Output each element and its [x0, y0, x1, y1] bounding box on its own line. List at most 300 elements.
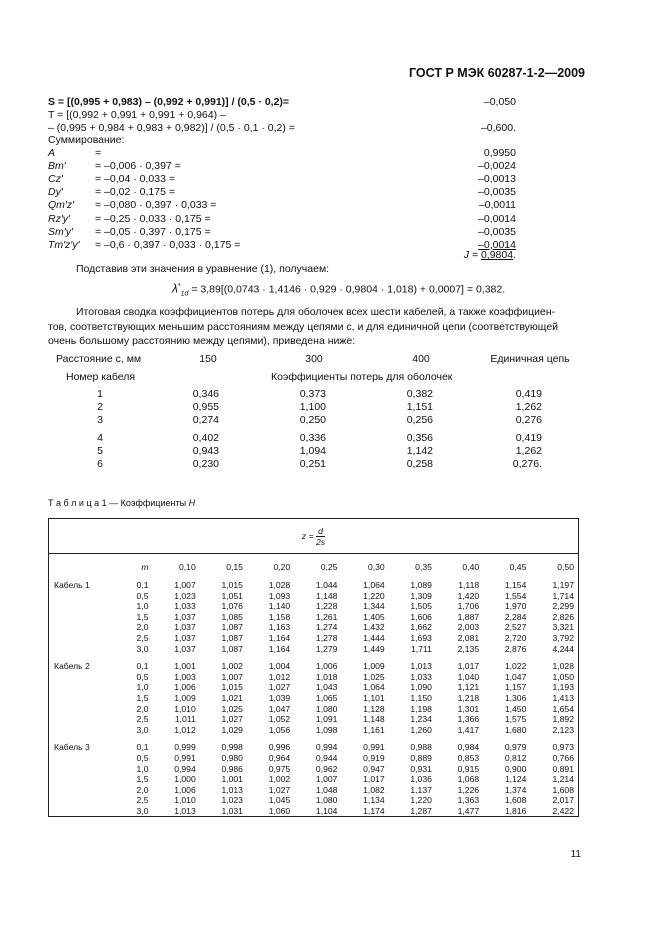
h-coefficient: 1,047 — [268, 703, 291, 714]
h-coefficient: 1,007 — [174, 580, 196, 590]
h-coefficient: 0,991 — [174, 752, 196, 763]
h-coefficient: 1,025 — [363, 671, 385, 682]
h-coefficient: 1,193 — [552, 682, 574, 693]
h-coefficient: 1,711 — [411, 643, 432, 654]
z-value-header: 0,25 — [320, 561, 338, 572]
h-coefficient: 1,693 — [410, 632, 432, 643]
h-coefficient: 2,003 — [457, 622, 480, 633]
table-row — [49, 622, 579, 633]
j-suffix: . — [513, 249, 516, 261]
summary-cable-number: 2 — [97, 401, 103, 413]
h-coefficient: 0,766 — [552, 752, 574, 763]
z-value-header: 0,15 — [226, 561, 243, 572]
h-coefficient: 1,680 — [504, 724, 527, 735]
h-coefficient: 1,158 — [268, 611, 291, 622]
h-coefficient: 1,363 — [457, 795, 480, 806]
summary-coefficient: 0,955 — [192, 401, 219, 413]
term-symbol: Sm′y′ — [48, 225, 73, 238]
h-coefficient: 1,606 — [410, 611, 432, 622]
table1-m-header-row — [49, 554, 579, 581]
summary-coefficient: 1,142 — [406, 445, 433, 457]
summary-coefficient: 0,276. — [512, 458, 542, 470]
t-value: –0,600. — [480, 122, 516, 134]
h-coefficient: 0,947 — [363, 763, 385, 774]
h-coefficient: 1,344 — [363, 601, 385, 612]
substitution-text: Подставив эти значения в уравнение (1), получаем: — [76, 263, 330, 275]
h-coefficient: 1,037 — [174, 632, 196, 643]
h-coefficient: 1,012 — [174, 724, 196, 735]
distance-single: Единичная цепь — [490, 353, 570, 365]
h-coefficient: 0,964 — [268, 752, 291, 763]
cable-label — [49, 622, 101, 633]
h-coefficient: 1,044 — [315, 580, 338, 590]
h-coefficient: 0,889 — [410, 752, 432, 763]
h-coefficient: 1,064 — [363, 682, 385, 693]
h-coefficient: 0,994 — [174, 763, 196, 774]
m-value: 2,0 — [136, 784, 149, 795]
table-row — [49, 742, 579, 753]
h-coefficient: 1,013 — [174, 805, 196, 816]
term-expression: = –0,02 · 0,175 = — [95, 186, 175, 199]
h-coefficient: 1,163 — [268, 622, 291, 633]
summary-coefficient: 0,346 — [192, 388, 219, 400]
table-row — [49, 580, 579, 591]
term-value: –0,0035 — [478, 186, 516, 199]
z-formula-cell — [49, 519, 579, 554]
summary-coefficient: 0,258 — [406, 458, 433, 470]
table-row — [49, 785, 579, 796]
t-formula-line1: T = [(0,992 + 0,991 + 0,991 + 0,964) – — [48, 109, 226, 121]
h-coefficient: 1,033 — [410, 671, 432, 682]
table-row — [49, 591, 579, 602]
h-coefficient: 1,306 — [504, 692, 527, 703]
h-coefficient: 1,706 — [457, 601, 480, 612]
h-coefficient: 1,218 — [457, 692, 480, 703]
m-value: 0,1 — [136, 661, 149, 672]
h-coefficient: 1,003 — [174, 671, 196, 682]
h-coefficient: 0,919 — [363, 752, 385, 763]
h-coefficient: 1,001 — [174, 661, 196, 672]
z-value-header: 0,30 — [367, 561, 385, 572]
h-coefficient: 1,010 — [174, 795, 196, 806]
m-value: 3,0 — [136, 724, 149, 735]
h-coefficient: 1,150 — [410, 692, 432, 703]
z-value-header: 0,20 — [273, 561, 291, 572]
h-coefficient: 1,164 — [268, 643, 291, 654]
table-row — [49, 601, 579, 612]
h-coefficient: 1,091 — [315, 714, 338, 725]
summary-coefficient: 0,382 — [406, 388, 433, 400]
h-coefficient: 1,007 — [221, 671, 243, 682]
h-coefficient: 0,900 — [504, 763, 527, 774]
h-coefficient: 1,226 — [457, 784, 480, 795]
table-row — [49, 704, 579, 715]
h-coefficient: 1,080 — [315, 795, 338, 806]
summary-coefficient: 0,336 — [299, 432, 326, 444]
h-coefficient: 0,962 — [315, 763, 338, 774]
m-value: 1,5 — [136, 692, 149, 703]
h-coefficient: 1,260 — [410, 724, 432, 735]
h-coefficient: 1,417 — [457, 724, 480, 735]
cable-label — [49, 672, 101, 683]
coefficients-label: Коэффициенты потерь для оболочек — [271, 371, 453, 383]
h-coefficient: 1,080 — [315, 703, 338, 714]
h-coefficient: 1,198 — [410, 703, 432, 714]
h-coefficient: 1,093 — [268, 590, 291, 601]
term-symbol: Qm′z′ — [48, 199, 75, 212]
m-value: 1,0 — [136, 763, 149, 774]
h-coefficient: 1,028 — [552, 661, 574, 672]
h-coefficient: 1,124 — [504, 774, 527, 785]
term-symbol: Rz′y′ — [48, 212, 71, 225]
h-coefficient: 1,892 — [552, 714, 574, 725]
h-coefficient: 1,065 — [315, 692, 338, 703]
lambda-formula — [172, 280, 505, 301]
cable-label: Кабель 2 — [54, 661, 90, 672]
summary-cable-number: 1 — [97, 388, 103, 400]
table-row — [49, 644, 579, 655]
h-coefficient: 1,121 — [457, 682, 480, 693]
term-symbol: A — [48, 147, 56, 159]
m-value: 1,0 — [136, 601, 149, 612]
h-coefficient: 1,027 — [221, 714, 243, 725]
table1-group-gap — [49, 654, 579, 661]
h-coefficient: 1,101 — [363, 692, 385, 703]
h-coefficient: 1,128 — [363, 703, 385, 714]
summary-coefficient: 1,100 — [299, 401, 326, 413]
z-value-header: 0,10 — [179, 561, 196, 572]
standard-header: ГОСТ Р МЭК 60287-1-2—2009 — [409, 66, 585, 80]
term-value: –0,0011 — [478, 199, 516, 212]
h-coefficient: 0,853 — [457, 752, 480, 763]
h-coefficient: 1,405 — [363, 611, 385, 622]
s-value: –0,050 — [483, 96, 516, 108]
h-coefficient: 1,013 — [410, 661, 432, 672]
term-symbol: Bm′ — [48, 160, 66, 173]
h-coefficient: 1,076 — [221, 601, 243, 612]
h-coefficient: 1,654 — [552, 703, 574, 714]
table1-empty-cell — [49, 554, 101, 581]
table-row — [49, 764, 579, 775]
m-value: 1,5 — [136, 774, 149, 785]
table1-gap-cell — [49, 735, 579, 742]
z-value-header: 0,45 — [509, 561, 527, 572]
h-coefficient: 0,991 — [363, 742, 385, 753]
h-coefficient: 1,234 — [410, 714, 432, 725]
lambda-sup: * — [177, 283, 181, 290]
table1-z-header-row — [49, 519, 579, 554]
table-row — [49, 714, 579, 725]
h-coefficient: 0,979 — [504, 742, 527, 753]
h-coefficient: 1,027 — [268, 682, 291, 693]
cable-number-label: Номер кабеля — [66, 371, 136, 383]
cable-label — [49, 704, 101, 715]
m-label: m — [141, 561, 149, 572]
distance-300: 300 — [305, 353, 323, 365]
h-coefficient: 1,085 — [221, 611, 243, 622]
m-value: 0,5 — [136, 590, 149, 601]
h-coefficient: 1,197 — [552, 580, 574, 590]
h-coefficient: 1,118 — [458, 580, 480, 590]
h-coefficient: 0,980 — [221, 752, 243, 763]
m-value: 2,0 — [136, 622, 149, 633]
h-coefficient: 1,157 — [504, 682, 527, 693]
term-expression: = –0,6 · 0,397 · 0,033 · 0,175 = — [95, 238, 241, 251]
table-row — [49, 672, 579, 683]
cable-label — [49, 591, 101, 602]
z-value-header: 0,35 — [415, 561, 432, 572]
cable-label — [49, 785, 101, 796]
summary-coefficient: 0,943 — [192, 445, 219, 457]
m-value: 3,0 — [136, 805, 149, 816]
h-coefficient: 0,891 — [552, 763, 574, 774]
h-coefficient: 1,018 — [315, 671, 338, 682]
h-coefficient: 1,012 — [268, 671, 291, 682]
h-coefficient: 0,944 — [315, 752, 338, 763]
m-value: 2,5 — [136, 632, 149, 643]
h-coefficient: 1,089 — [410, 580, 432, 590]
h-coefficient: 1,970 — [504, 601, 527, 612]
h-coefficient: 1,444 — [363, 632, 385, 643]
h-coefficient: 1,017 — [457, 661, 480, 672]
h-coefficient: 0,931 — [410, 763, 432, 774]
t-formula-line2: – (0,995 + 0,984 + 0,983 + 0,982)] / (0,5 · 0,1 · 0,2) = — [48, 122, 295, 134]
j-value: 0,9804 — [480, 249, 514, 261]
h-coefficient: 1,017 — [363, 774, 385, 785]
j-line — [464, 249, 516, 262]
summary-coefficient: 0,256 — [406, 414, 433, 426]
paragraph-line1: Итоговая сводка коэффициентов потерь для оболочек всех шести кабелей, а также коэффициен- — [76, 306, 556, 318]
summary-cable-number: 5 — [97, 445, 103, 457]
cable-label — [49, 693, 101, 704]
h-coefficient: 1,449 — [363, 643, 385, 654]
distance-400: 400 — [412, 353, 430, 365]
sum-label: Суммирование: — [48, 134, 125, 146]
h-coefficient: 1,274 — [315, 622, 338, 633]
summary-coefficient: 0,274 — [192, 414, 219, 426]
h-coefficient: 1,887 — [457, 611, 480, 622]
h-coefficient: 1,009 — [174, 692, 196, 703]
h-coefficient: 1,279 — [315, 643, 338, 654]
cable-label — [49, 612, 101, 623]
z-numerator: d — [316, 526, 325, 537]
h-coefficient: 1,301 — [457, 703, 480, 714]
cable-label — [49, 753, 101, 764]
h-coefficient: 0,998 — [221, 742, 243, 753]
table-row — [49, 774, 579, 785]
h-coefficient: 1,021 — [221, 692, 243, 703]
summary-coefficient: 0,276 — [515, 414, 542, 426]
table-row — [49, 661, 579, 672]
summary-coefficient: 0,230 — [192, 458, 219, 470]
m-value: 2,0 — [136, 703, 149, 714]
h-coefficient: 1,051 — [221, 590, 243, 601]
h-coefficient: 4,244 — [552, 643, 574, 654]
m-value: 0,1 — [136, 580, 149, 590]
term-symbol: Tm′z′y′ — [48, 238, 80, 251]
h-coefficient: 1,022 — [504, 661, 527, 672]
table-row — [49, 612, 579, 623]
m-value: 0,5 — [136, 671, 149, 682]
table1-group-gap — [49, 735, 579, 742]
z-fraction — [316, 526, 325, 547]
summary-coefficient: 0,251 — [299, 458, 326, 470]
h-coefficient: 1,050 — [552, 671, 574, 682]
m-value: 2,5 — [136, 795, 149, 806]
term-expression: = –0,080 · 0,397 · 0,033 = — [95, 199, 217, 212]
h-coefficient: 2,123 — [552, 724, 574, 735]
h-coefficient: 0,984 — [457, 742, 480, 753]
summary-coefficient: 0,402 — [192, 432, 219, 444]
h-coefficient: 2,017 — [552, 795, 574, 806]
h-coefficient: 3,792 — [552, 632, 574, 643]
m-value: 3,0 — [136, 643, 149, 654]
h-coefficient: 1,374 — [504, 784, 527, 795]
h-coefficient: 1,087 — [221, 643, 243, 654]
h-coefficient: 1,287 — [410, 805, 432, 816]
h-coefficient: 0,988 — [410, 742, 432, 753]
distance-150: 150 — [199, 353, 217, 365]
h-coefficient: 1,714 — [552, 590, 574, 601]
z-value-header: 0,50 — [557, 561, 574, 572]
h-coefficient: 1,043 — [315, 682, 338, 693]
h-coefficient: 1,025 — [221, 703, 243, 714]
h-coefficient: 1,064 — [363, 580, 385, 590]
h-coefficient: 1,001 — [221, 774, 243, 785]
h-coefficient: 1,037 — [174, 643, 196, 654]
page-number: 11 — [570, 849, 581, 860]
h-coefficient: 2,527 — [504, 622, 527, 633]
h-coefficient: 1,004 — [268, 661, 291, 672]
h-coefficient: 2,422 — [552, 805, 574, 816]
h-coefficient: 2,081 — [457, 632, 480, 643]
h-coefficient: 0,994 — [315, 742, 338, 753]
summary-coefficient: 0,373 — [299, 388, 326, 400]
term-expression: = — [95, 147, 102, 159]
h-coefficient: 1,505 — [410, 601, 432, 612]
h-coefficient: 1,220 — [410, 795, 432, 806]
m-value: 2,5 — [136, 714, 149, 725]
h-coefficient: 1,477 — [457, 805, 480, 816]
h-coefficient: 1,027 — [268, 784, 291, 795]
h-coefficient: 2,299 — [552, 601, 574, 612]
cable-label — [49, 725, 101, 736]
h-coefficient: 1,154 — [504, 580, 527, 590]
h-coefficient: 1,010 — [174, 703, 196, 714]
h-coefficient: 0,986 — [221, 763, 243, 774]
h-coefficient: 1,366 — [457, 714, 480, 725]
cable-label — [49, 764, 101, 775]
h-coefficient: 0,996 — [268, 742, 291, 753]
h-coefficient: 1,148 — [315, 590, 338, 601]
h-coefficient: 1,082 — [363, 784, 385, 795]
h-coefficient: 1,068 — [457, 774, 480, 785]
table-row — [49, 633, 579, 644]
cable-label — [49, 601, 101, 612]
term-expression: = –0,006 · 0,397 = — [95, 160, 181, 173]
h-coefficient: 1,220 — [363, 590, 385, 601]
summary-coefficient: 1,094 — [299, 445, 326, 457]
h-coefficient: 1,023 — [221, 795, 243, 806]
h-coefficient: 1,036 — [410, 774, 432, 785]
h-coefficient: 1,015 — [221, 682, 243, 693]
h-coefficient: 1,413 — [552, 692, 574, 703]
h-coefficient: 2,135 — [457, 643, 480, 654]
h-coefficient: 1,228 — [315, 601, 338, 612]
coefficients-h-table — [48, 518, 579, 817]
cable-label — [49, 806, 101, 817]
h-coefficient: 1,309 — [410, 590, 432, 601]
h-coefficient: 1,039 — [268, 692, 291, 703]
h-coefficient: 1,006 — [174, 682, 196, 693]
h-coefficient: 1,023 — [174, 590, 196, 601]
h-coefficient: 1,164 — [268, 632, 291, 643]
h-coefficient: 0,975 — [268, 763, 291, 774]
m-value: 0,5 — [136, 752, 149, 763]
h-coefficient: 1,087 — [221, 622, 243, 633]
z-value-header: 0,40 — [462, 561, 480, 572]
summary-coefficient: 0,419 — [515, 432, 542, 444]
h-coefficient: 1,261 — [315, 611, 338, 622]
h-coefficient: 1,140 — [268, 601, 291, 612]
summary-coefficient: 1,262 — [515, 445, 542, 457]
cable-label — [49, 644, 101, 655]
h-coefficient: 1,013 — [221, 784, 243, 795]
summary-coefficient: 0,419 — [515, 388, 542, 400]
h-coefficient: 0,915 — [457, 763, 480, 774]
cable-label: Кабель 3 — [54, 742, 90, 753]
term-value: –0,0024 — [478, 160, 516, 173]
h-coefficient: 1,052 — [268, 714, 291, 725]
term-value: –0,0014 — [478, 238, 516, 251]
h-coefficient: 1,000 — [174, 774, 196, 785]
h-coefficient: 1,028 — [268, 580, 291, 590]
h-coefficient: 1,011 — [174, 714, 196, 725]
h-coefficient: 1,174 — [363, 805, 385, 816]
h-coefficient: 0,999 — [174, 742, 196, 753]
h-coefficient: 1,420 — [457, 590, 480, 601]
h-coefficient: 1,090 — [410, 682, 432, 693]
h-coefficient: 1,007 — [315, 774, 338, 785]
summary-cable-number: 4 — [97, 432, 103, 444]
h-coefficient: 1,009 — [363, 661, 385, 672]
cable-label — [49, 774, 101, 785]
table1-caption — [48, 498, 195, 508]
term-expression: = –0,04 · 0,033 = — [95, 173, 175, 186]
lambda-sub: 1d — [180, 290, 189, 298]
lambda-symbol: λ — [172, 281, 178, 296]
h-coefficient: 2,720 — [504, 632, 527, 643]
h-coefficient: 1,060 — [268, 805, 291, 816]
h-coefficient: 1,662 — [410, 622, 432, 633]
j-label: J = — [463, 249, 479, 261]
table-row — [49, 725, 579, 736]
cable-label — [49, 714, 101, 725]
term-value: –0,0014 — [478, 212, 516, 225]
term-symbol: Dy′ — [48, 186, 63, 199]
h-coefficient: 2,876 — [504, 643, 527, 654]
h-coefficient: 1,033 — [174, 601, 196, 612]
m-value: 1,5 — [136, 611, 149, 622]
cable-label — [49, 795, 101, 806]
h-coefficient: 1,137 — [410, 784, 432, 795]
z-label: z = — [301, 530, 314, 541]
h-coefficient: 1,002 — [268, 774, 291, 785]
h-coefficient: 0,812 — [504, 752, 527, 763]
table1-caption-symbol: H — [188, 498, 196, 508]
cable-label — [49, 633, 101, 644]
table-row — [49, 682, 579, 693]
